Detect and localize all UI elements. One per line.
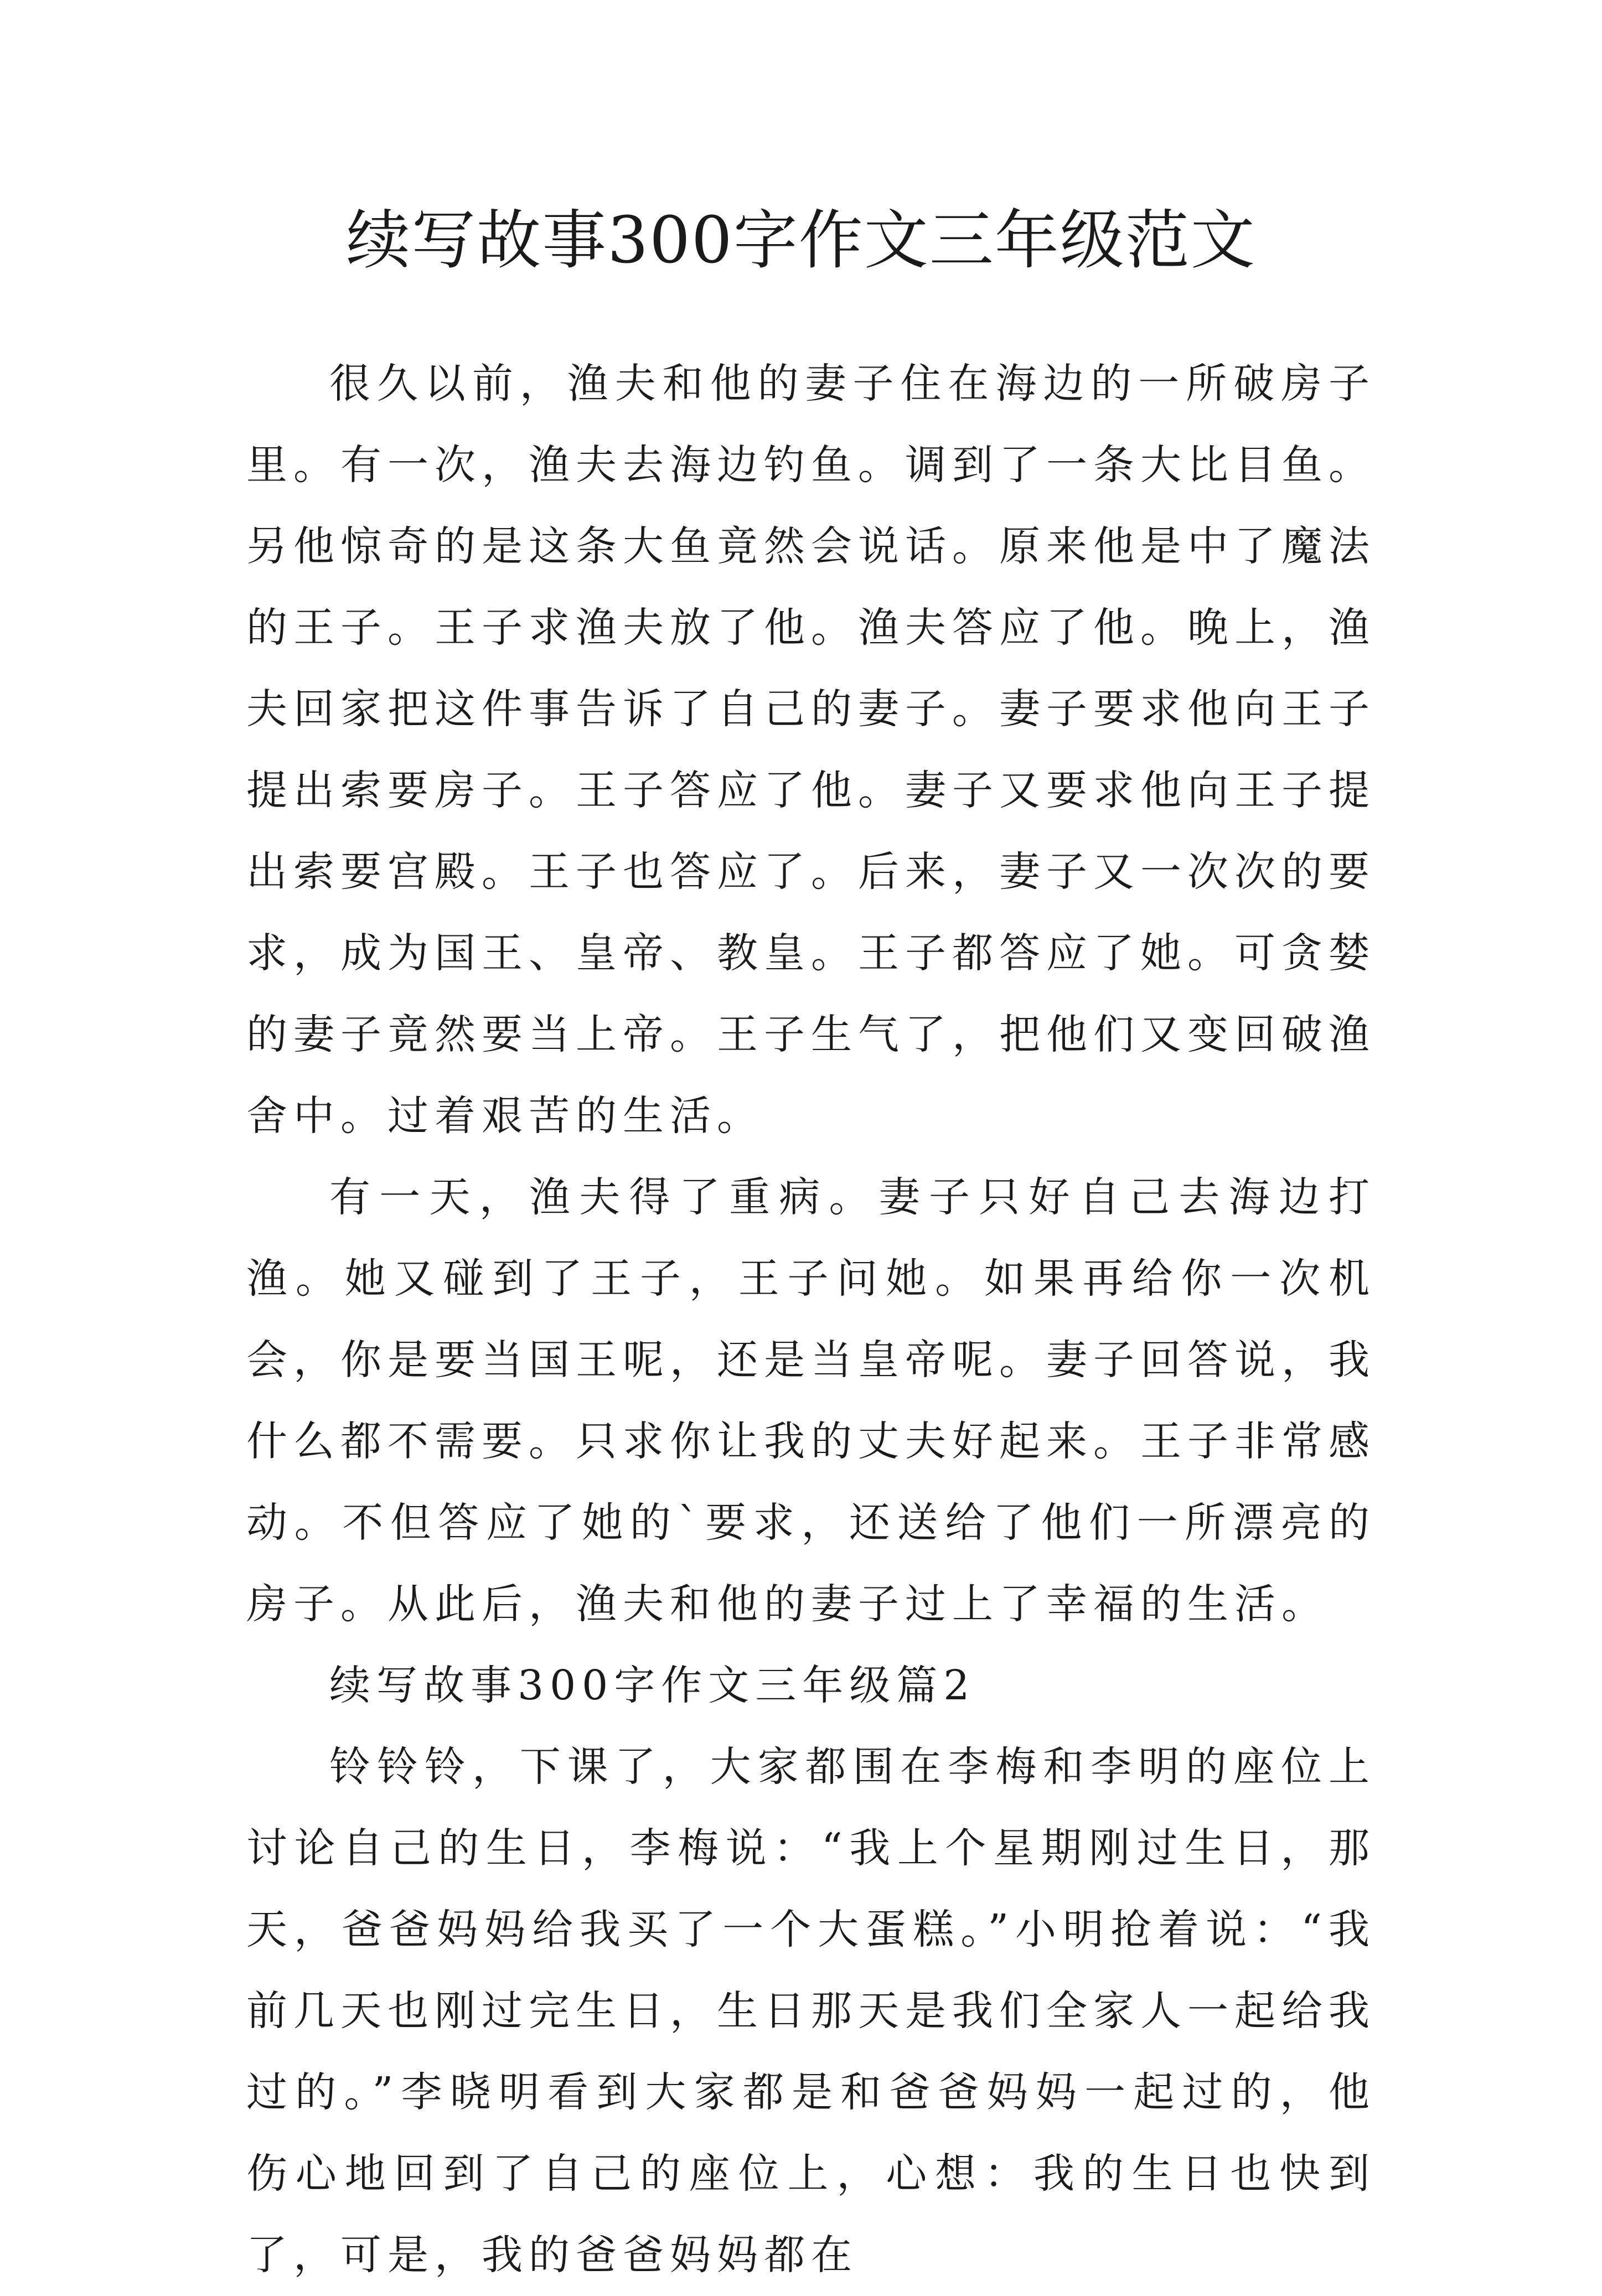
paragraph-3: 铃铃铃，下课了，大家都围在李梅和李明的座位上讨论自己的生日，李梅说：“我上个星期刚过生日，那天，爸爸妈妈给我买了一个大蛋糕。”小明抢着说：“我前几天也刚过完生日，生日那天是我们全家人一起给我过的。”李晓明看到大家都是和爸爸妈妈一起过的，他伤心地回到了自己的座位上，心想：我的生日也快到了，可是，我的爸爸妈妈都在 <box>246 1743 1376 2279</box>
paragraph-1: 很久以前，渔夫和他的妻子住在海边的一所破房子里。有一次，渔夫去海边钓鱼。调到了一条大比目鱼。另他惊奇的是这条大鱼竟然会说话。原来他是中了魔法的王子。王子求渔夫放了他。渔夫答应了他。晚上，渔夫回家把这件事告诉了自己的妻子。妻子要求他向王子提出索要房子。王子答应了他。妻子又要求他向王子提出索要宫殿。王子也答应了。后来，妻子又一次次的要求，成为国王、皇帝、教皇。王子都答应了她。可贪婪的妻子竟然要当上帝。王子生气了，把他们又变回破渔舍中。过着艰苦的生活。 <box>246 360 1376 1140</box>
paragraph-2: 有一天，渔夫得了重病。妻子只好自己去海边打渔。她又碰到了王子，王子问她。如果再给你一次机会，你是要当国王呢，还是当皇帝呢。妻子回答说，我什么都不需要。只求你让我的丈夫好起来。王子非常感动。不但答应了她的`要求，还送给了他们一所漂亮的房子。从此后，渔夫和他的妻子过上了幸福的生活。 <box>246 1173 1376 1628</box>
document-body <box>246 343 1376 2296</box>
document-title: 续写故事300字作文三年级范文 <box>346 203 1256 278</box>
section-heading-2: 续写故事300字作文三年级篇2 <box>329 1662 976 1709</box>
